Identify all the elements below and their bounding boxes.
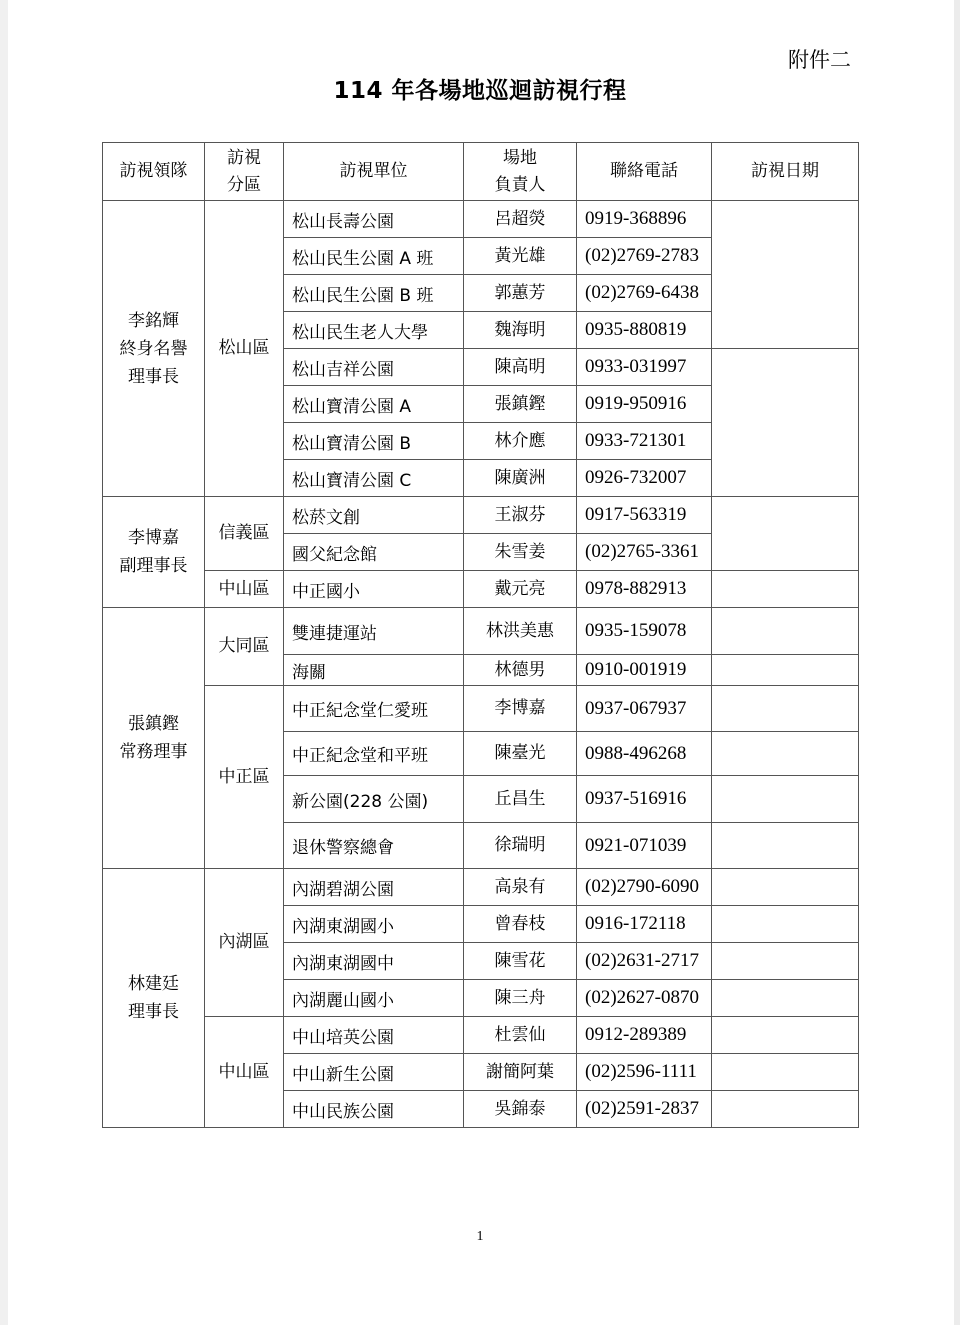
phone-cell: 0935-159078: [577, 608, 712, 655]
manager-cell: 戴元亮: [464, 571, 577, 608]
venue-cell: 內湖東湖國中: [284, 943, 464, 980]
manager-cell: 魏海明: [464, 312, 577, 349]
page-number: 1: [476, 1229, 484, 1244]
visit-date-cell: [712, 686, 859, 732]
table-row: [103, 571, 859, 608]
visit-date-cell: [712, 571, 859, 608]
visit-date-cell: [712, 980, 859, 1017]
district-cell: 中正區: [205, 686, 284, 869]
venue-cell: 松山寶清公園 C: [284, 460, 464, 497]
header-manager: [464, 143, 577, 201]
venue-cell: 海關: [284, 655, 464, 686]
district-cell: 大同區: [205, 608, 284, 686]
page-edge-left: [0, 0, 8, 1325]
header-date: 訪視日期: [712, 143, 859, 201]
manager-cell: 黃光雄: [464, 238, 577, 275]
venue-cell: 松山民生公園 B 班: [284, 275, 464, 312]
manager-cell: 王淑芬: [464, 497, 577, 534]
venue-cell: 中正紀念堂和平班: [284, 732, 464, 776]
venue-cell: 內湖麗山國小: [284, 980, 464, 1017]
leader-name: 李銘輝: [128, 310, 179, 331]
venue-cell: 內湖碧湖公園: [284, 869, 464, 906]
venue-cell: 中山新生公園: [284, 1054, 464, 1091]
leader-name: 林建廷: [128, 974, 179, 994]
manager-cell: 朱雪姜: [464, 534, 577, 571]
manager-cell: 陳臺光: [464, 732, 577, 776]
leader-cell: [103, 608, 205, 869]
table-row: [103, 608, 859, 655]
table-header-row: [103, 143, 859, 201]
manager-cell: 丘昌生: [464, 776, 577, 823]
visit-schedule-table: [102, 142, 859, 1128]
manager-cell: 高泉有: [464, 869, 577, 906]
manager-cell: 杜雲仙: [464, 1017, 577, 1054]
visit-date-cell: [712, 776, 859, 823]
phone-cell: (02)2769-2783: [577, 238, 712, 275]
visit-date-cell: [712, 869, 859, 906]
venue-cell: 國父紀念館: [284, 534, 464, 571]
header-district: [205, 143, 284, 201]
leader-title: 副理事長: [119, 556, 188, 576]
manager-cell: 張鎮鏗: [464, 386, 577, 423]
phone-cell: 0916-172118: [577, 906, 712, 943]
phone-cell: 0917-563319: [577, 497, 712, 534]
manager-cell: 陳三舟: [464, 980, 577, 1017]
manager-cell: 徐瑞明: [464, 823, 577, 869]
table-row: [103, 686, 859, 732]
visit-date-cell: [712, 823, 859, 869]
venue-cell: 松山長壽公園: [284, 201, 464, 238]
document-title: 114 年各場地巡迴訪視行程: [333, 78, 627, 104]
manager-cell: 吳錦泰: [464, 1091, 577, 1128]
phone-cell: 0921-071039: [577, 823, 712, 869]
district-cell: 松山區: [205, 201, 284, 497]
leader-cell: [103, 497, 205, 608]
table-row: [103, 497, 859, 534]
phone-cell: 0926-732007: [577, 460, 712, 497]
manager-cell: 陳雪花: [464, 943, 577, 980]
visit-date-cell: [712, 349, 859, 497]
phone-cell: 0919-950916: [577, 386, 712, 423]
venue-cell: 退休警察總會: [284, 823, 464, 869]
venue-cell: 新公園(228 公園): [284, 776, 464, 823]
leader-title: 理事長: [128, 1002, 179, 1022]
phone-cell: 0933-031997: [577, 349, 712, 386]
venue-cell: 中正國小: [284, 571, 464, 608]
district-cell: 中山區: [205, 571, 284, 608]
header-phone: 聯絡電話: [577, 143, 712, 201]
visit-date-cell: [712, 943, 859, 980]
manager-cell: 呂超熒: [464, 201, 577, 238]
venue-cell: 松山民生公園 A 班: [284, 238, 464, 275]
phone-cell: (02)2596-1111: [577, 1054, 712, 1091]
manager-cell: 陳高明: [464, 349, 577, 386]
district-cell: 內湖區: [205, 869, 284, 1017]
venue-cell: 松山寶清公園 A: [284, 386, 464, 423]
manager-cell: 林介應: [464, 423, 577, 460]
venue-cell: 中山培英公園: [284, 1017, 464, 1054]
attachment-label: 附件二: [788, 48, 851, 72]
venue-cell: 松山寶清公園 B: [284, 423, 464, 460]
table-row: [103, 1017, 859, 1054]
leader-title: 終身名譽: [119, 338, 188, 359]
phone-cell: (02)2790-6090: [577, 869, 712, 906]
manager-cell: 郭蕙芳: [464, 275, 577, 312]
venue-cell: 中正紀念堂仁愛班: [284, 686, 464, 732]
visit-date-cell: [712, 608, 859, 655]
visit-date-cell: [712, 732, 859, 776]
phone-cell: (02)2765-3361: [577, 534, 712, 571]
phone-cell: 0937-067937: [577, 686, 712, 732]
manager-cell: 謝簡阿葉: [464, 1054, 577, 1091]
phone-cell: 0919-368896: [577, 201, 712, 238]
header-manager-line2: 負責人: [494, 174, 546, 195]
header-unit: 訪視單位: [284, 143, 464, 201]
leader-title: 理事長: [128, 366, 179, 387]
header-district-line2: 分區: [227, 174, 261, 195]
phone-cell: 0978-882913: [577, 571, 712, 608]
phone-cell: (02)2627-0870: [577, 980, 712, 1017]
leader-name: 李博嘉: [128, 528, 179, 548]
header-manager-line1: 場地: [503, 147, 537, 168]
header-leader: 訪視領隊: [103, 143, 205, 201]
phone-cell: 0937-516916: [577, 776, 712, 823]
leader-cell: [103, 201, 205, 497]
phone-cell: 0988-496268: [577, 732, 712, 776]
manager-cell: 曾春枝: [464, 906, 577, 943]
venue-cell: 雙連捷運站: [284, 608, 464, 655]
manager-cell: 陳廣洲: [464, 460, 577, 497]
district-cell: 中山區: [205, 1017, 284, 1128]
phone-cell: 0935-880819: [577, 312, 712, 349]
manager-cell: 李博嘉: [464, 686, 577, 732]
phone-cell: (02)2591-2837: [577, 1091, 712, 1128]
leader-title: 常務理事: [119, 742, 188, 762]
venue-cell: 松山吉祥公園: [284, 349, 464, 386]
table-row: [103, 869, 859, 906]
page-edge-right: [954, 0, 960, 1325]
header-district-line1: 訪視: [227, 147, 261, 168]
visit-date-cell: [712, 1091, 859, 1128]
venue-cell: 中山民族公園: [284, 1091, 464, 1128]
leader-name: 張鎮鏗: [128, 714, 179, 734]
manager-cell: 林洪美惠: [464, 608, 577, 655]
visit-date-cell: [712, 1017, 859, 1054]
phone-cell: (02)2631-2717: [577, 943, 712, 980]
venue-cell: 松山民生老人大學: [284, 312, 464, 349]
visit-date-cell: [712, 655, 859, 686]
venue-cell: 松菸文創: [284, 497, 464, 534]
venue-cell: 內湖東湖國小: [284, 906, 464, 943]
phone-cell: 0933-721301: [577, 423, 712, 460]
phone-cell: (02)2769-6438: [577, 275, 712, 312]
district-cell: 信義區: [205, 497, 284, 571]
table-row: [103, 201, 859, 238]
phone-cell: 0912-289389: [577, 1017, 712, 1054]
visit-date-cell: [712, 1054, 859, 1091]
visit-date-cell: [712, 906, 859, 943]
visit-date-cell: [712, 201, 859, 349]
manager-cell: 林德男: [464, 655, 577, 686]
leader-cell: [103, 869, 205, 1128]
visit-date-cell: [712, 497, 859, 571]
phone-cell: 0910-001919: [577, 655, 712, 686]
